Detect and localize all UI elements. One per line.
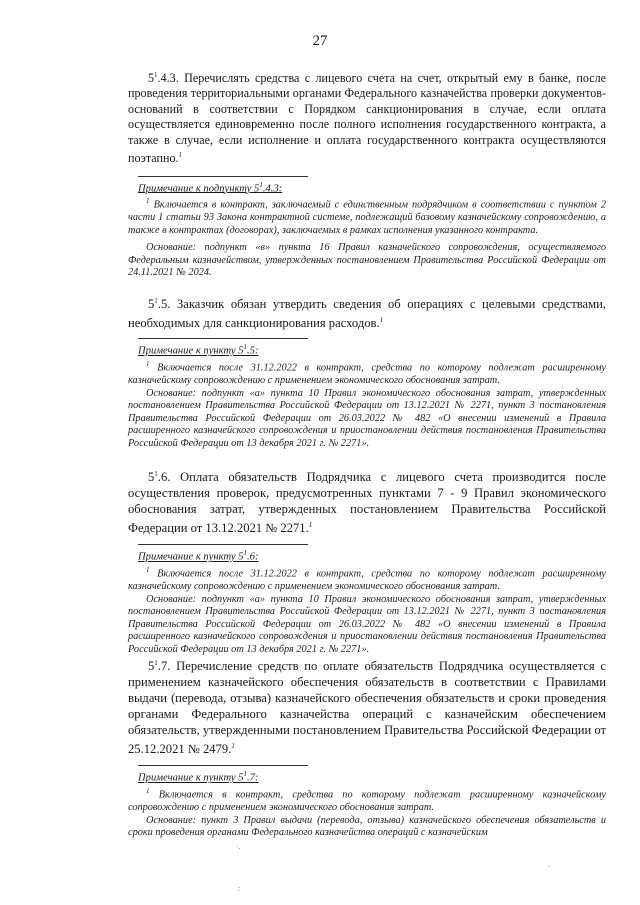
- note-text: $^1$ Включается после 31.12.2022 в контракт, средства по которому подлежат расширенному казначейскому сопровождению с применением экономического обоснования затрат.: [128, 359, 607, 386]
- note-title: Примечание к пункту $5^1.6$:: [138, 549, 259, 563]
- note-text: $^1$ Включается в контракт, средства по которому подлежат расширенному казначейскому сопровождению с применением экономического обоснования затрат.: [128, 786, 607, 813]
- note-text: $^1$ Включается в контракт, заключаемый с единственным подрядчиком в соответствии с пунктом 2 части 1 статьи 93 Закона контрактной системе, подлежащий базовому казначейскому сопровождению, а также в контрактах (договорах), заключаемых в рамках исполнения указанного контракта.: [128, 197, 607, 236]
- note-text: $^1$ Включается после 31.12.2022 в контракт, средства по которому подлежат расширенному казначейскому сопровождению с применением экономического обоснования затрат.: [128, 565, 607, 592]
- footnote-divider: [138, 338, 308, 339]
- section-5-6: [128, 466, 606, 656]
- footnote-divider: [138, 765, 308, 766]
- note-basis: Основание: подпункт «а» пункта 10 Правил экономического обоснования затрат, утвержденных постановлением Правительства Российской Федерации от 13.12.2021 № 2271, пункт 3 постановления Правительства Российской Федерации от 26.03.2022 № 482 «О внесении изменений в Правила расширенного казначейского сопровождения и приостановлении действия постановления Правительства Российской Федерации от 13 декабря 2021 г. № 2271».: [128, 593, 606, 655]
- footnote-divider: [138, 176, 308, 177]
- note-basis: Основание: подпункт «в» пункта 16 Правил казначейского сопровождения, осуществляемого Федеральным казначейством, утвержденных постановлением Правительства Российской Федерации от 24.11.2021 № 2024.: [128, 242, 606, 279]
- scan-speck: :: [238, 884, 241, 893]
- note-basis: Основание: подпункт «а» пункта 10 Правил экономического обоснования затрат, утвержденных постановлением Правительства Российской Федерации от 13.12.2021 № 2271, пункт 3 постановления Правительства Российской Федерации от 26.03.2022 № 482 «О внесении изменений в Правила расширенного казначейского сопровождения и приостановлении действия постановления Правительства Российской Федерации от 13 декабря 2021 г. № 2271».: [128, 387, 606, 449]
- note-title: Примечание к подпункту $5^1.4.3$:: [138, 180, 283, 195]
- note-title: Примечание к пункту $5^1.5$:: [138, 343, 259, 357]
- note-title: Примечание к пункту $5^1.7$:: [138, 770, 259, 784]
- paragraph-text: $5^1.4.3$. Перечислять средства с лицевого счета на счет, открытый ему в банке, после проведения территориальными органами Федерального казначейства проверки документов-оснований в соответствии с Порядком санкционирования в случае, если оплата осуществляется единовременно после полного исполнения государственного контракта, а также в случае, если исполнение и оплата государственного контракта осуществляются поэтапно.$^1$: [128, 71, 606, 166]
- note-basis: Основание: пункт 3 Правил выдачи (перевода, отзыва) казначейского обеспечения обязательств и сроки проведения органами Федерального казначейства операций с казначейским: [128, 814, 606, 839]
- section-5-4-3: [128, 68, 606, 280]
- scan-speck: .: [548, 860, 550, 869]
- scan-speck: ·.: [236, 842, 241, 851]
- footnote-divider: [138, 544, 308, 545]
- paragraph-text: $5^1.6$. Оплата обязательств Подрядчика с лицевого счета производится после осуществления проверок, предусмотренных пунктами 7 - 9 Правил экономического обоснования затрат, утвержденных постановлением Правительства Российской Федерации от 13.12.2021 № 2271.$^1$: [128, 470, 606, 536]
- paragraph-text: $5^1.7$. Перечисление средств по оплате обязательств Подрядчика осуществляется с применением казначейского обеспечения обязательств в соответствии с Правилами выдачи (перевода, отзыва) казначейского обеспечения обязательств и сроки проведения органами Федерального казначейства операций с казначейским обеспечением обязательств, утвержденными постановлением Правительства Российской Федерации от 25.12.2021 № 2479.$^1$: [128, 659, 606, 757]
- page-number: 27: [312, 33, 328, 49]
- section-5-5: [128, 293, 606, 450]
- section-5-7: [128, 655, 606, 840]
- paragraph-text: $5^1.5$. Заказчик обязан утвердить сведения об операциях с целевыми средствами, необходимых для санкционирования расходов.$^1$: [128, 297, 606, 331]
